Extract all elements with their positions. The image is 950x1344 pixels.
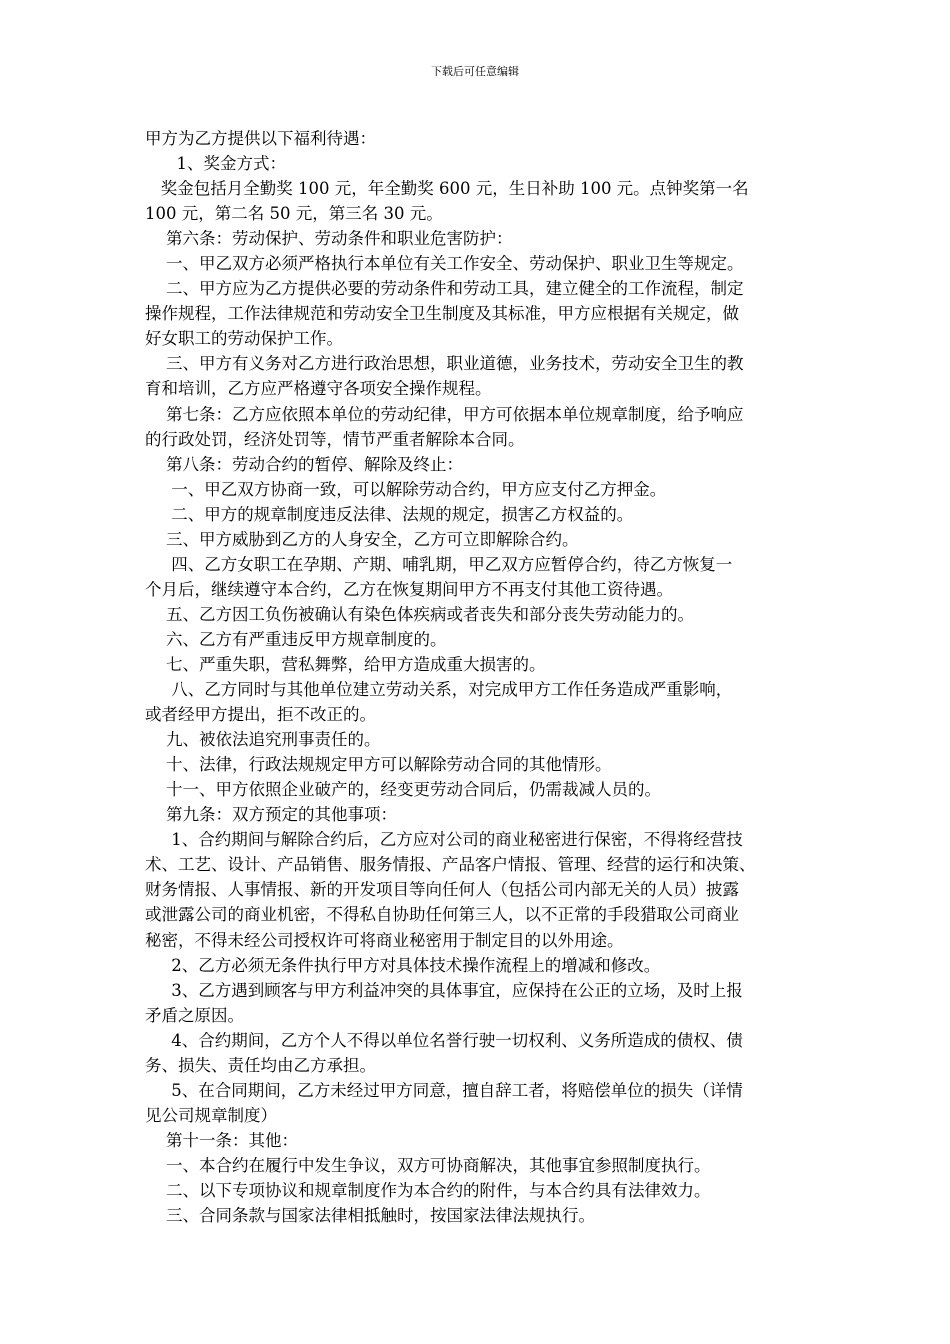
document-line: 100 元，第二名 50 元，第三名 30 元。: [145, 204, 443, 224]
document-line: 育和培训，乙方应严格遵守各项安全操作规程。: [145, 379, 492, 399]
document-line: 五、乙方因工负伤被确认有染色体疾病或者丧失和部分丧失劳动能力的。: [145, 604, 694, 624]
document-line: 好女职工的劳动保护工作。: [145, 329, 343, 349]
document-line: 4、合约期间，乙方个人不得以单位名誉行驶一切权利、义务所造成的债权、债: [145, 1030, 743, 1050]
document-line: 九、被依法追究刑事责任的。: [145, 730, 381, 750]
document-line: 矛盾之原因。: [145, 1005, 244, 1025]
document-line: 3、乙方遇到顾客与甲方利益冲突的具体事宜，应保持在公正的立场，及时上报: [145, 980, 743, 1000]
page-header: 下载后可任意编辑: [431, 65, 519, 78]
document-line: 十、法律，行政法规规定甲方可以解除劳动合同的其他情形。: [145, 755, 612, 775]
document-line: 奖金包括月全勤奖 100 元，年全勤奖 600 元，生日补助 100 元。点钟奖第一名: [145, 179, 749, 199]
document-line: 2、乙方必须无条件执行甲方对具体技术操作流程上的增减和修改。: [145, 955, 661, 975]
document-line: 六、乙方有严重违反甲方规章制度的。: [145, 629, 447, 649]
document-line: 一、甲乙双方协商一致，可以解除劳动合约，甲方应支付乙方押金。: [145, 479, 667, 499]
document-line: 见公司规章制度）: [145, 1105, 277, 1125]
document-line: 一、本合约在履行中发生争议，双方可协商解决，其他事宜参照制度执行。: [145, 1155, 711, 1175]
document-line: 二、甲方应为乙方提供必要的劳动条件和劳动工具，建立健全的工作流程，制定: [145, 279, 744, 299]
document-line: 1、合约期间与解除合约后，乙方应对公司的商业秘密进行保密，不得将经营技: [145, 830, 743, 850]
document-line: 第六条：劳动保护、劳动条件和职业危害防护：: [145, 229, 513, 249]
document-line: 一、甲乙双方必须严格执行本单位有关工作安全、劳动保护、职业卫生等规定。: [145, 254, 744, 274]
document-line: 第九条：双方预定的其他事项：: [145, 805, 397, 825]
document-line: 或者经甲方提出，拒不改正的。: [145, 705, 376, 725]
document-line: 七、严重失职，营私舞弊，给甲方造成重大损害的。: [145, 654, 546, 674]
document-line: 财务情报、人事情报、新的开发项目等向任何人（包括公司内部无关的人员）披露: [145, 880, 739, 900]
document-line: 十一、甲方依照企业破产的，经变更劳动合同后，仍需裁减人员的。: [145, 780, 661, 800]
document-line: 第八条：劳动合约的暂停、解除及终止：: [145, 454, 463, 474]
document-line: 甲方为乙方提供以下福利待遇：: [145, 129, 376, 148]
document-line: 的行政处罚，经济处罚等，情节严重者解除本合同。: [145, 429, 525, 449]
document-line: 三、甲方威胁到乙方的人身安全，乙方可立即解除合约。: [145, 529, 579, 549]
document-line: 八、乙方同时与其他单位建立劳动关系，对完成甲方工作任务造成严重影响，: [145, 680, 733, 700]
document-line: 第七条：乙方应依照本单位的劳动纪律，甲方可依据本单位规章制度，给予响应: [145, 404, 744, 424]
document-body: [145, 126, 853, 1228]
document-line: 二、甲方的规章制度违反法律、法规的规定，损害乙方权益的。: [145, 504, 634, 524]
document-line: 二、以下专项协议和规章制度作为本合约的附件，与本合约具有法律效力。: [145, 1180, 711, 1200]
document-line: 操作规程，工作法律规范和劳动安全卫生制度及其标准，甲方应根据有关规定，做: [145, 304, 739, 324]
document-line: 三、甲方有义务对乙方进行政治思想，职业道德，业务技术，劳动安全卫生的教: [145, 354, 744, 374]
document-line: 5、在合同期间，乙方未经过甲方同意，擅自辞工者，将赔偿单位的损失（详情: [145, 1080, 743, 1100]
document-line: 四、乙方女职工在孕期、产期、哺乳期，甲乙双方应暂停合约，待乙方恢复一: [145, 554, 733, 574]
document-line: 术、工艺、设计、产品销售、服务情报、产品客户情报、管理、经营的运行和决策、: [145, 855, 756, 875]
document-line: 或泄露公司的商业机密，不得私自协助任何第三人，以不正常的手段猎取公司商业: [145, 905, 739, 925]
document-line: 务、损失、责任均由乙方承担。: [145, 1055, 376, 1075]
document-line: 1、奖金方式：: [145, 154, 286, 174]
document-line: 三、合同条款与国家法律相抵触时，按国家法律法规执行。: [145, 1206, 595, 1226]
document-line: 个月后，继续遵守本合约，乙方在恢复期间甲方不再支付其他工资待遇。: [145, 579, 673, 599]
document-line: 秘密，不得未经公司授权许可将商业秘密用于制定目的以外用途。: [145, 930, 624, 950]
document-line: 第十一条：其他：: [145, 1130, 298, 1150]
